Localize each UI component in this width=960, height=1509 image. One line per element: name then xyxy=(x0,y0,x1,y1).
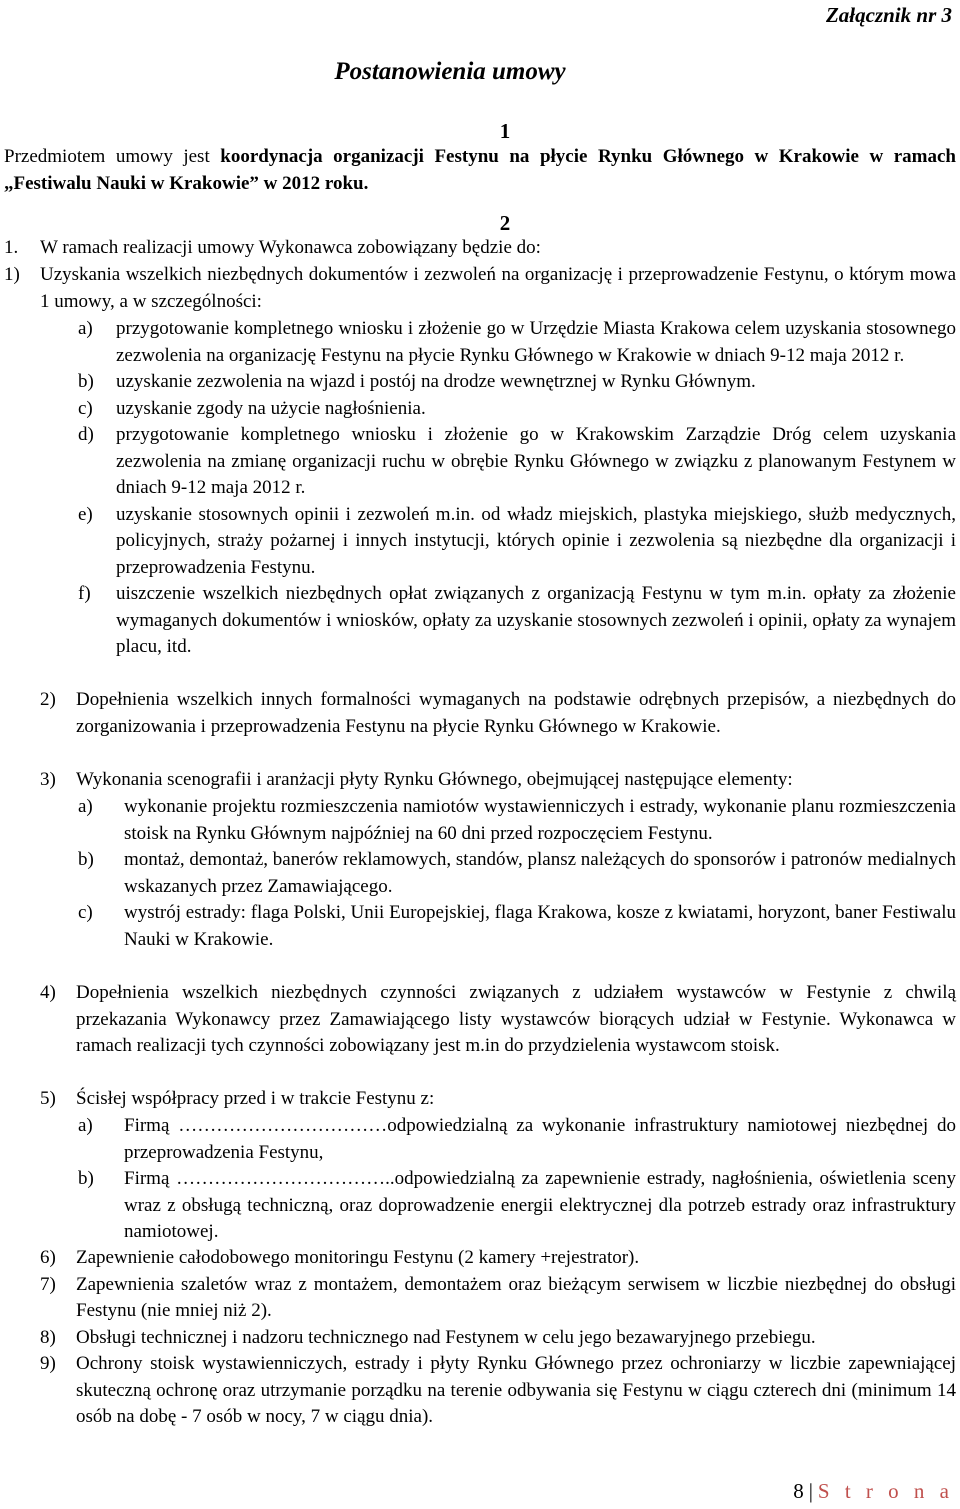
list-marker: 6) xyxy=(40,1247,56,1268)
list-marker: d) xyxy=(78,424,94,445)
list-marker: e) xyxy=(78,503,93,525)
footer-separator: | xyxy=(808,1479,814,1503)
list-text: uzyskanie zezwolenia na wjazd i postój na drodze wewnętrznej w Rynku Głównym. xyxy=(116,371,756,392)
list-text: wykonanie projektu rozmieszczenia namiotów wystawienniczych i estrady, wykonanie planu rozmieszczenia stoisk na Rynku Głównym najpóźniej na 60 dni przed rozpoczęciem Festynu. xyxy=(124,796,956,844)
section-2-heading: 2 xyxy=(499,211,511,235)
sub-list-3 xyxy=(78,794,956,953)
list-text: montaż, demontaż, banerów reklamowych, standów, plansz należących do sponsorów i patronów medialnych wskazanych przez Zamawiającego. xyxy=(124,849,956,897)
list-marker: 1) xyxy=(4,264,20,285)
list-item xyxy=(78,422,956,502)
list-text: przygotowanie kompletnego wniosku i złożenie go w Krakowskim Zarządzie Dróg celem uzyskania zezwolenia na zmianę organizacji ruchu w obrębie Rynku Głównego w związku z planowanym Festynem w dniach 9-12 maja 2012 r. xyxy=(116,424,956,498)
list-marker: c) xyxy=(78,397,93,419)
page-number: 8 xyxy=(793,1479,805,1503)
list-text: Zapewnienie całodobowego monitoringu Festynu (2 kamery +rejestrator). xyxy=(76,1247,640,1268)
list-marker: b) xyxy=(78,371,94,392)
list-text: Dopełnienia wszelkich niezbędnych czynności związanych z udziałem wystawców w Festynie z chwilą przekazania Wykonawcy przez Zamawiającego listy wystawców biorących udział w Festynie. Wykonawca w ramach realizacji tych czynności zobowiązany jest m.in do przydzielenia wystawcom stoisk. xyxy=(76,982,956,1056)
list-item xyxy=(78,847,956,900)
list-item xyxy=(78,581,956,661)
list-marker: 9) xyxy=(40,1353,56,1374)
list-marker: 4) xyxy=(40,982,56,1003)
section-1-text-bold: koordynacja organizacji Festynu na płycie Rynku Głównego w Krakowie w ramach „Festiwalu Nauki w Krakowie” w 2012 roku. xyxy=(4,146,957,194)
list-text: Firmą ……………………………..odpowiedzialną za zapewnienie estrady, nagłośnienia, oświetlenia sceny wraz z obsługą techniczną, oraz doprowadzenie energii elektrycznej dla potrzeb estrady oraz infrastruktury namiotowej. xyxy=(124,1168,956,1242)
list-item xyxy=(40,1245,956,1272)
section-1-heading: 1 xyxy=(499,119,511,143)
page-label: S t r o n a xyxy=(817,1479,954,1503)
list-text: Uzyskania wszelkich niezbędnych dokumentów i zezwoleń na organizację i przeprowadzenie Festynu, o którym mowa 1 umowy, a w szczególności: xyxy=(40,264,956,312)
point-number: 1. xyxy=(4,237,19,258)
list-item xyxy=(78,1113,956,1166)
list-item xyxy=(78,794,956,847)
point-text: W ramach realizacji umowy Wykonawca zobowiązany będzie do: xyxy=(40,237,541,258)
list-marker: 5) xyxy=(40,1088,56,1109)
list-marker: f) xyxy=(78,583,91,604)
list-item xyxy=(78,900,956,953)
list-marker: b) xyxy=(78,1168,94,1189)
list-marker: a) xyxy=(78,318,93,339)
list-text: Firmą ……………………………odpowiedzialną za wykonanie infrastruktury namiotowej niezbędnej do przeprowadzenia Festynu, xyxy=(124,1115,956,1163)
list-marker: c) xyxy=(78,902,93,923)
list-marker: a) xyxy=(78,796,93,817)
list-marker: 2) xyxy=(40,689,56,710)
list-items-6-9 xyxy=(40,1245,956,1431)
list-text: przygotowanie kompletnego wniosku i złożenie go w Urzędzie Miasta Krakowa celem uzyskania stosownego zezwolenia na organizację Festynu na płycie Rynku Głównego w Krakowie w dniach 9-12 maja 2012 r. xyxy=(116,318,956,366)
list-text: Wykonania scenografii i aranżacji płyty Rynku Głównego, obejmującej następujące elementy: xyxy=(76,769,793,790)
list-text: Ścisłej współpracy przed i w trakcie Festynu z: xyxy=(76,1088,435,1109)
list-marker: 7) xyxy=(40,1273,56,1295)
list-item xyxy=(40,1325,956,1352)
list-text: wystrój estrady: flaga Polski, Unii Europejskiej, flaga Krakowa, kosze z kwiatami, horyzont, baner Festiwalu Nauki w Krakowie. xyxy=(124,902,956,950)
sub-list-5 xyxy=(78,1113,956,1246)
list-item xyxy=(78,502,956,582)
page-footer xyxy=(793,1478,954,1505)
list-item xyxy=(78,316,956,369)
list-item xyxy=(78,1166,956,1246)
list-item xyxy=(4,262,956,315)
section-2-point-1 xyxy=(4,235,954,262)
section-1-text xyxy=(4,144,956,197)
list-text: Dopełnienia wszelkich innych formalności wymaganych na podstawie odrębnych przepisów, a niezbędnych do zorganizowania i przeprowadzenia Festynu na płycie Rynku Głównego w Krakowie. xyxy=(76,689,956,737)
list-marker: b) xyxy=(78,849,94,870)
document-title: Postanowienia umowy xyxy=(334,58,566,85)
attachment-label: Załącznik nr 3 xyxy=(825,3,952,27)
list-marker: a) xyxy=(78,1115,93,1136)
list-text: Obsługi technicznej i nadzoru technicznego nad Festynem w celu jego bezawaryjnego przebiegu. xyxy=(76,1326,816,1348)
list-text: uzyskanie zgody na użycie nagłośnienia. xyxy=(116,397,426,419)
list-text: uzyskanie stosownych opinii i zezwoleń m.in. od władz miejskich, plastyka miejskiego, służb medycznych, policyjnych, straży pożarnej i innych instytucji, których opinie i zezwolenia są niezbędne dla organizacji i przeprowadzenia Festynu. xyxy=(116,503,956,578)
list-item xyxy=(40,1272,956,1325)
list-item xyxy=(78,369,956,396)
list-marker: 8) xyxy=(40,1326,56,1348)
list-text: Zapewnienia szaletów wraz z montażem, demontażem oraz bieżącym serwisem w liczbie niezbędnej do obsługi Festynu (nie mniej niż 2). xyxy=(76,1273,956,1321)
list-text: Ochrony stoisk wystawienniczych, estrady i płyty Rynku Głównego przez ochroniarzy w liczbie zapewniającej skuteczną ochronę oraz utrzymanie porządku na terenie odbywania się Festynu w ciągu czterech dni (minimum 14 osób na dobę - 7 osób w nocy, 7 w ciągu dnia). xyxy=(76,1353,956,1427)
list-item xyxy=(40,1086,956,1113)
list-item xyxy=(78,396,956,423)
list-text: uiszczenie wszelkich niezbędnych opłat związanych z organizacją Festynu w tym m.in. opłaty za złożenie wymaganych dokumentów i wniosków, opłaty za uzyskanie stosownych zezwoleń i opinii, opłaty za wynajem placu, itd. xyxy=(116,583,956,657)
list-item xyxy=(40,687,956,740)
list-item xyxy=(40,767,956,794)
list-marker: 3) xyxy=(40,769,56,790)
list-item xyxy=(40,980,956,1060)
list-item xyxy=(40,1351,956,1431)
section-1-text-plain: Przedmiotem umowy jest xyxy=(4,146,221,167)
sub-list-1 xyxy=(78,316,956,661)
